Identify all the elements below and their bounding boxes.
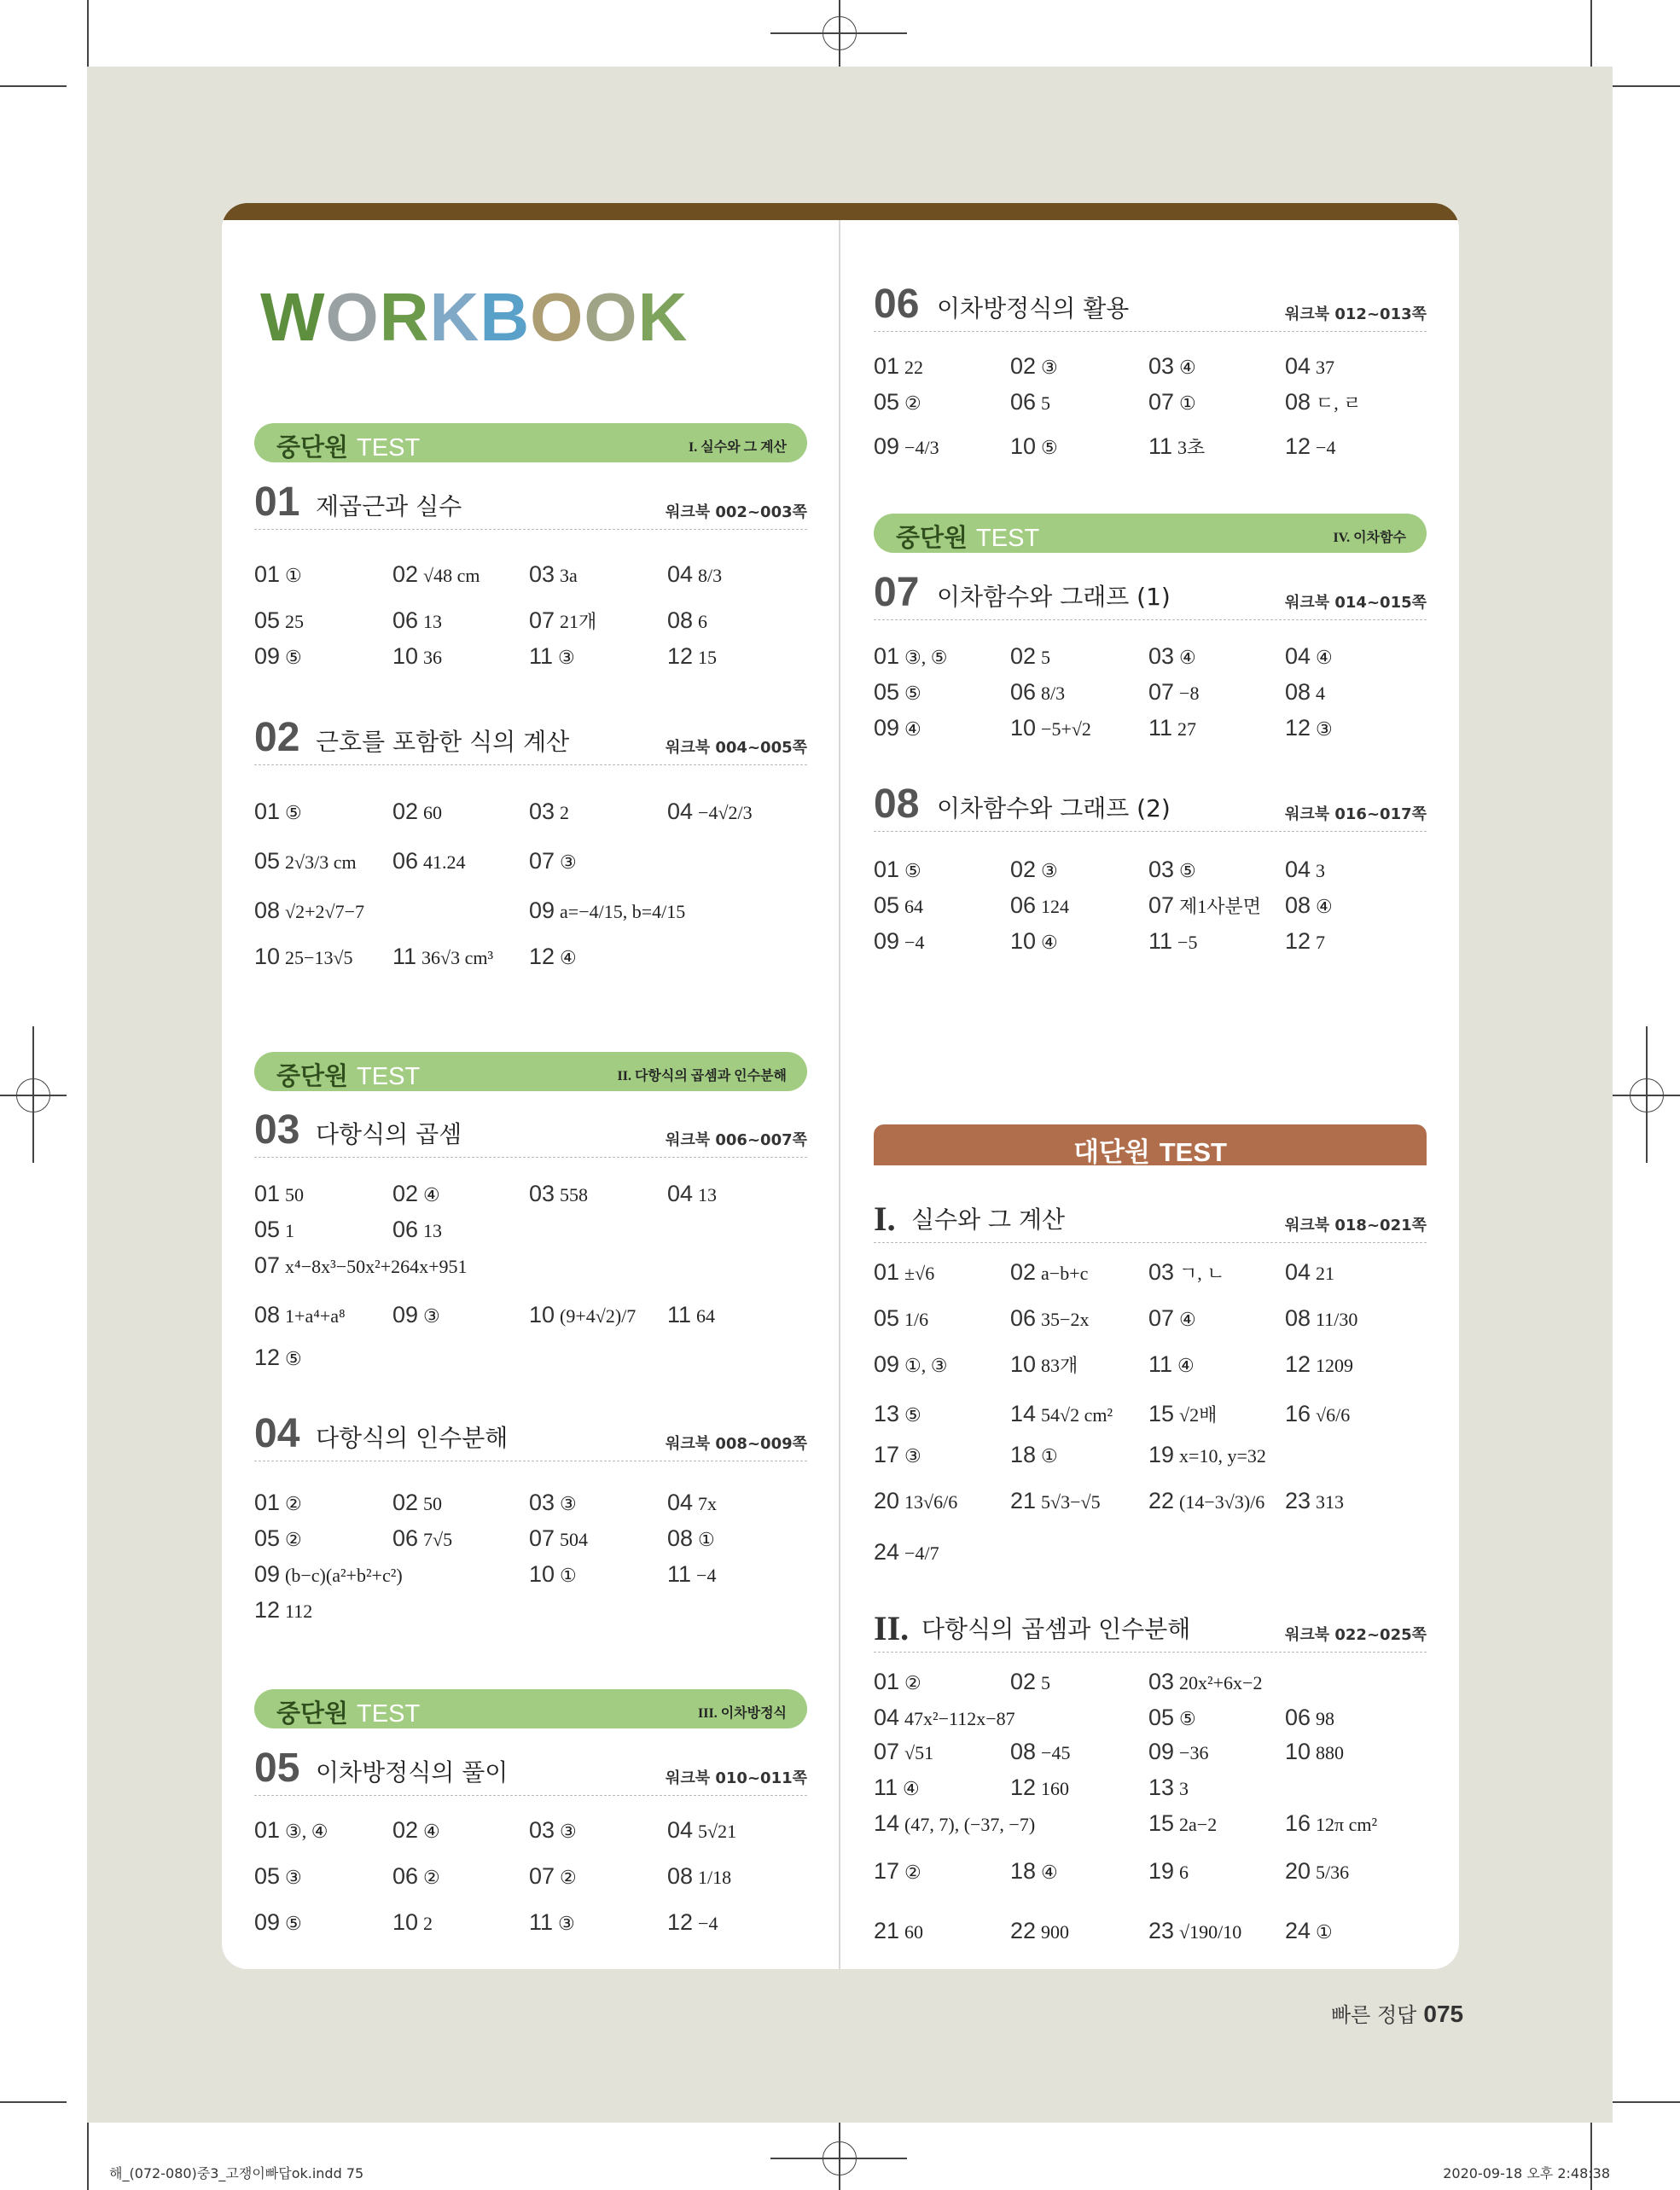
answer: 07 x⁴−8x³−50x²+264x+951 [254,1252,468,1278]
answer: 12 15 [667,643,718,669]
answer: 01 ① [254,561,302,587]
answer: 21 60 [874,1918,924,1943]
answer: 01 22 [874,353,924,379]
bar-unit: IV. 이차함수 [1333,531,1406,545]
section-08-header [874,780,1427,832]
answer: 09 −4/3 [874,433,939,459]
bar-unit: I. 실수와 그 계산 [689,440,787,455]
section-06-header [874,280,1427,332]
answer: 10 ① [529,1561,577,1587]
answer: 07 ④ [1148,1305,1196,1331]
answer: 19 x=10, y=32 [1148,1442,1266,1467]
answer: 02 5 [1010,1669,1051,1694]
answer: 08 ④ [1285,892,1333,918]
answer: 07 21개 [529,607,597,633]
column-divider [839,220,840,1969]
answer: 04 ④ [1285,643,1333,669]
answer: 18 ① [1010,1442,1058,1467]
answer: 07 −8 [1148,679,1200,705]
answer: 03 ㄱ, ㄴ [1148,1259,1225,1285]
mid-test-bar-4 [874,514,1427,553]
answer: 11 36√3 cm³ [392,944,494,969]
answer: 02 ④ [392,1817,440,1843]
answer: 23 313 [1285,1488,1345,1513]
answer-card [222,203,1459,1969]
answer: 06 13 [392,607,443,633]
answer: 13 3 [1148,1775,1189,1800]
section-name: 근호를 포함한 식의 계산 [316,728,570,756]
section-01-header [254,478,807,530]
answer: 07 504 [529,1525,589,1551]
answer: 09 −36 [1148,1739,1209,1764]
answer: 05 ⑤ [1148,1705,1196,1730]
section-07-header [874,568,1427,620]
bar-test: TEST [357,1063,421,1090]
answer: 04 7x [667,1490,718,1515]
crop-mark [87,0,89,67]
answer: 06 8/3 [1010,679,1066,705]
answer: 02 ③ [1010,353,1058,379]
section-ref: 워크북 022~025쪽 [1284,1626,1427,1644]
answer: 02 ③ [1010,857,1058,882]
answer: 09 ⑤ [254,643,302,669]
answer: 11 ③ [529,1909,575,1935]
answer: 01 ±√6 [874,1259,935,1285]
answer: 10 2 [392,1909,433,1935]
bar-unit: II. 다항식의 곱셈과 인수분해 [617,1069,787,1083]
answer: 03 ⑤ [1148,857,1196,882]
crop-mark [87,2123,89,2190]
answer: 06 13 [392,1217,443,1242]
answer: 10 36 [392,643,443,669]
bar-unit: III. 이차방정식 [698,1706,787,1721]
bar-label: 중단원 [896,523,968,552]
crop-mark [0,85,67,87]
answer: 01 ② [254,1490,302,1515]
mid-test-bar-2 [254,1052,807,1091]
answer: 06 41.24 [392,848,466,874]
answer: 08 −45 [1010,1739,1071,1764]
answer: 10 880 [1285,1739,1345,1764]
answer: 12 ③ [1285,715,1333,741]
crop-mark [0,2101,67,2103]
answer: 08 11/30 [1285,1305,1358,1331]
section-name: 이차함수와 그래프 (1) [937,583,1171,611]
section-ref: 워크북 010~011쪽 [665,1769,807,1787]
answer: 07 ③ [529,848,577,874]
answer: 04 −4√2/3 [667,799,753,824]
answer: 12 −4 [667,1909,718,1935]
answer: 08 6 [667,607,708,633]
answer: 09 ④ [874,715,921,741]
section-02-header [254,713,807,765]
answer: 02 ④ [392,1181,440,1206]
answer: 04 3 [1285,857,1326,882]
answer: 07 √51 [874,1739,934,1764]
answer: 23 √190/10 [1148,1918,1242,1943]
answer: 10 83개 [1010,1351,1078,1377]
answer: 03 ④ [1148,353,1196,379]
section-number: 02 [254,715,300,760]
big-test-bar [874,1124,1427,1165]
answer: 05 ② [874,389,921,415]
answer: 16 √6/6 [1285,1401,1351,1426]
answer: 01 ③, ④ [254,1817,328,1843]
answer: 07 ② [529,1863,577,1889]
answer: 06 98 [1285,1705,1335,1730]
answer: 11 −5 [1148,928,1198,954]
answer: 05 ⑤ [874,679,921,705]
answer: 11 64 [667,1302,716,1327]
answer: 03 ③ [529,1490,577,1515]
bar-test: TEST [1159,1137,1227,1167]
section-number: 03 [254,1107,300,1153]
answer: 14 54√2 cm² [1010,1401,1113,1426]
answer: 03 3a [529,561,578,587]
registration-mark [823,2141,857,2175]
answer: 02 a−b+c [1010,1259,1089,1285]
answer: 11 ④ [1148,1351,1195,1377]
section-ref: 워크북 012~013쪽 [1284,305,1427,323]
answer: 21 5√3−√5 [1010,1488,1101,1513]
section-number: 04 [254,1411,300,1456]
answer: 20 13√6/6 [874,1488,958,1513]
answer: 08 √2+2√7−7 [254,897,365,923]
answer: 20 5/36 [1285,1858,1350,1884]
section-03-header [254,1106,807,1158]
slug-file: 해_(072-080)중3_고쟁이빠답ok.indd 75 [109,2165,364,2181]
section-name: 다항식의 인수분해 [316,1424,509,1452]
section-04-header [254,1409,807,1461]
answer: 22 900 [1010,1918,1070,1943]
workbook-title: WORKBOOK [260,279,689,355]
section-ref: 워크북 018~021쪽 [1284,1217,1427,1234]
answer: 06 7√5 [392,1525,453,1551]
answer: 13 ⑤ [874,1401,921,1426]
answer: 04 13 [667,1181,718,1206]
bar-label: 대단원 [1073,1137,1150,1167]
slug-date: 2020-09-18 오후 2:48:38 [1443,2165,1610,2181]
section-ref: 워크북 014~015쪽 [1284,594,1427,612]
answer: 24 ① [1285,1918,1333,1943]
answer: 01 ② [874,1669,921,1694]
answer: 01 ⑤ [254,799,302,824]
answer: 15 2a−2 [1148,1810,1218,1836]
section-name: 이차방정식의 활용 [937,294,1130,322]
answer: 05 ③ [254,1863,302,1889]
answer: 24 −4/7 [874,1539,939,1565]
answer: 02 5 [1010,643,1051,669]
answer: 19 6 [1148,1858,1189,1884]
answer: 08 ① [667,1525,715,1551]
section-number: II. [874,1609,910,1647]
answer: 22 (14−3√3)/6 [1148,1488,1265,1513]
answer: 08 ㄷ, ㄹ [1285,389,1362,415]
answer: 09 (b−c)(a²+b²+c²) [254,1561,403,1587]
answer: 05 1 [254,1217,295,1242]
answer: 04 8/3 [667,561,723,587]
answer: 01 ③, ⑤ [874,643,948,669]
answer: 14 (47, 7), (−37, −7) [874,1810,1036,1836]
section-number: 07 [874,570,920,615]
answer: 16 12π cm² [1285,1810,1378,1836]
answer: 02 60 [392,799,443,824]
bar-label: 중단원 [276,1061,349,1090]
answer: 11 −4 [667,1561,717,1587]
answer: 05 1/6 [874,1305,929,1331]
answer: 09 ①, ③ [874,1351,948,1377]
section-name: 다항식의 곱셈 [316,1120,462,1148]
section-ref: 워크북 006~007쪽 [665,1131,807,1149]
answer: 09 −4 [874,928,925,954]
mid-test-bar-3 [254,1689,807,1728]
answer: 03 558 [529,1181,589,1206]
answer: 04 5√21 [667,1817,737,1843]
section-name: 이차방정식의 풀이 [316,1758,509,1786]
section-ref: 워크북 004~005쪽 [665,739,807,757]
section-number: 08 [874,781,920,827]
section-05-header [254,1744,807,1796]
unit-I-header [874,1191,1427,1243]
answer: 08 1/18 [667,1863,732,1889]
page-footer [1331,1998,1463,2028]
answer: 07 ① [1148,389,1196,415]
answer: 03 ④ [1148,643,1196,669]
answer: 11 27 [1148,715,1197,741]
answer: 03 2 [529,799,570,824]
answer: 10 ④ [1010,928,1058,954]
answer: 03 20x²+6x−2 [1148,1669,1263,1694]
bar-test: TEST [357,434,421,462]
answer: 12 7 [1285,928,1326,954]
mid-test-bar-1 [254,423,807,462]
answer: 10 ⑤ [1010,433,1058,459]
answer: 10 (9+4√2)/7 [529,1302,637,1327]
section-name: 다항식의 곱셈과 인수분해 [921,1615,1191,1643]
answer: 06 5 [1010,389,1051,415]
answer: 11 ③ [529,643,575,669]
answer: 11 ④ [874,1775,920,1800]
section-ref: 워크북 008~009쪽 [665,1435,807,1453]
answer: 09 ⑤ [254,1909,302,1935]
answer: 12 160 [1010,1775,1070,1800]
section-number: I. [874,1200,896,1238]
answer: 11 3초 [1148,433,1206,459]
answer: 18 ④ [1010,1858,1058,1884]
registration-mark [823,16,857,50]
answer: 05 2√3/3 cm [254,848,357,874]
bar-label: 중단원 [276,433,349,462]
answer: 12 112 [254,1597,313,1623]
section-number: 06 [874,282,920,327]
section-ref: 워크북 016~017쪽 [1284,805,1427,823]
answer: 09 a=−4/15, b=4/15 [529,897,686,923]
answer: 08 1+a⁴+a⁸ [254,1302,346,1327]
footer-label: 빠른 정답 [1331,2003,1417,2027]
answer: 06 124 [1010,892,1070,918]
answer: 03 ③ [529,1817,577,1843]
answer: 12 −4 [1285,433,1336,459]
answer: 07 제1사분면 [1148,892,1262,918]
answer: 08 4 [1285,679,1326,705]
answer: 06 ② [392,1863,440,1889]
answer: 09 ③ [392,1302,440,1327]
section-name: 제곱근과 실수 [316,492,462,520]
crop-mark [1613,2101,1680,2103]
answer: 01 ⑤ [874,857,921,882]
answer: 12 ④ [529,944,577,969]
card-top-band [222,203,1459,220]
answer: 05 25 [254,607,305,633]
registration-mark [16,1078,50,1112]
answer: 12 1209 [1285,1351,1354,1377]
section-name: 이차함수와 그래프 (2) [937,794,1171,822]
section-name: 실수와 그 계산 [911,1205,1066,1234]
answer: 10 −5+√2 [1010,715,1091,741]
answer: 02 50 [392,1490,443,1515]
bar-test: TEST [976,525,1040,552]
section-ref: 워크북 002~003쪽 [665,503,807,521]
answer: 01 50 [254,1181,305,1206]
answer: 17 ③ [874,1442,921,1467]
page-number: 075 [1423,2001,1464,2027]
bar-test: TEST [357,1700,421,1728]
answer: 04 37 [1285,353,1335,379]
section-number: 01 [254,479,300,525]
answer: 10 25−13√5 [254,944,353,969]
registration-mark [1630,1078,1664,1112]
answer: 17 ② [874,1858,921,1884]
bar-label: 중단원 [276,1699,349,1728]
answer: 06 35−2x [1010,1305,1090,1331]
answer: 05 64 [874,892,924,918]
answer: 04 47x²−112x−87 [874,1705,1015,1730]
section-number: 05 [254,1746,300,1791]
crop-mark [1613,85,1680,87]
answer: 12 ⑤ [254,1345,302,1370]
answer: 04 21 [1285,1259,1335,1285]
answer: 15 √2배 [1148,1401,1218,1426]
unit-II-header [874,1600,1427,1653]
answer: 02 √48 cm [392,561,480,587]
answer: 05 ② [254,1525,302,1551]
crop-mark [1590,0,1592,67]
